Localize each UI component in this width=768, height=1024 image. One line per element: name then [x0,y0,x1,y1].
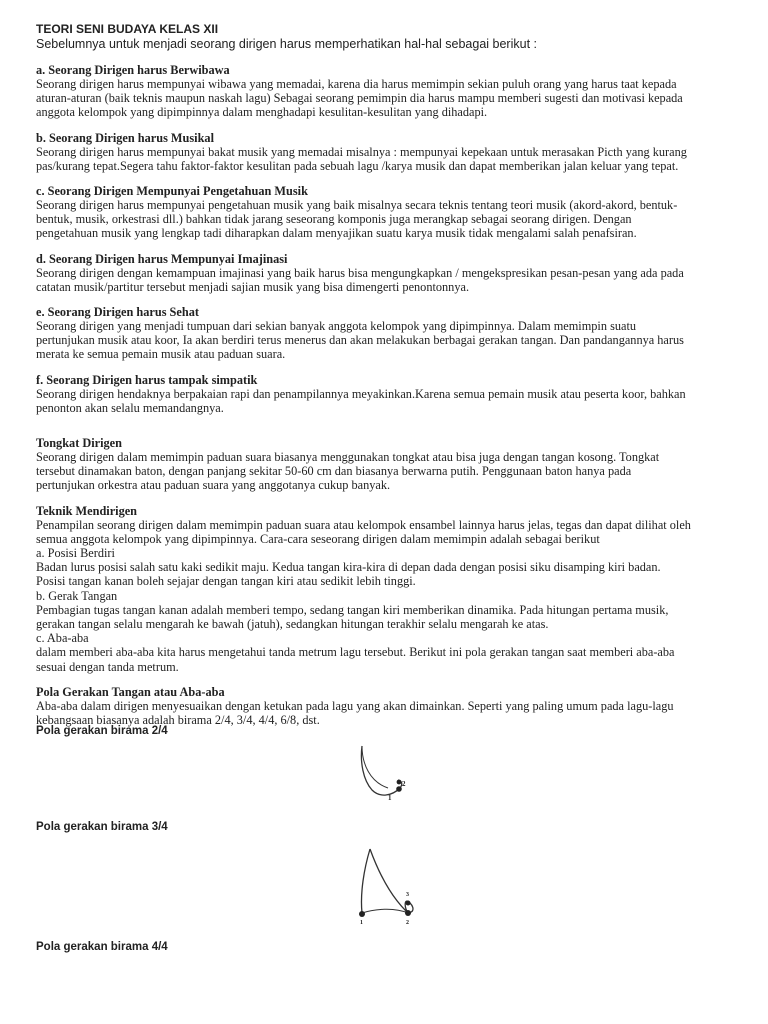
beat-number-2: 2 [406,920,409,925]
section-heading: d. Seorang Dirigen harus Mempunyai Imajinasi [36,251,288,266]
section-body: Seorang dirigen harus mempunyai pengetahuan musik yang baik misalnya secara teknis tentang teori musik (akord-akord, bentuk- bentuk, musik, orkestrasi dll.) bahkan tidak jarang seseorang komponis juga merangkap sebagai seorang dirigen. Dengan pengetahuan musik yang lengkap tadi diharapkan dalam menyajikan suatu karya musik tidak mengalami salah penafsiran. [36,198,678,241]
beat-point-3 [406,901,411,906]
document-title: TEORI SENI BUDAYA KELAS XII [36,22,219,36]
section-body: Seorang dirigen hendaknya berpakaian rapi dan penampilannya meyakinkan.Karena semua pemain musik atau peserta koor, bahkan penonton akan selalu memandangnya. [36,386,686,415]
section-berwibawa [36,63,739,120]
section-pengetahuan [36,184,739,241]
intro-text: Sebelumnya untuk menjadi seorang dirigen harus memperhatikan hal-hal sebagai berikut : [36,37,537,51]
beat-number-1: 1 [388,794,392,802]
section-body: Seorang dirigen harus mempunyai bakat musik yang memadai misalnya : mempunyai kepekaan untuk merasakan Picth yang kurang pas/kurang tepat.Segera tahu faktor-faktor kesulitan pada sebuah lagu /karya musik dan dapat memberikan jalan keluar yang tepat. [36,144,687,173]
section-sehat [36,305,739,362]
beat-point-2 [397,780,402,785]
beat-number-3: 3 [406,892,409,898]
beat-number-1: 1 [360,920,363,925]
section-simpatik [36,373,739,415]
section-teknik [36,504,739,674]
section-heading: Pola Gerakan Tangan atau Aba-aba [36,684,225,699]
section-heading: c. Seorang Dirigen Mempunyai Pengetahuan Musik [36,184,308,199]
section-imajinasi [36,252,739,294]
section-body: Aba-aba dalam dirigen menyesuaikan dengan ketukan pada lagu yang akan dimainkan. Seperti yang paling umum pada lagu-lagu kebangsaan biasanya adalah birama 2/4, 3/4, 4/4, 6/8, dst. [36,698,674,728]
beat-curve [361,849,370,913]
section-musikal [36,131,739,173]
section-heading: Teknik Mendirigen [36,503,138,518]
section-body: Seorang dirigen dalam memimpin paduan suara biasanya menggunakan tongkat atau bisa juga dengan tangan kosong. Tongkat tersebut dinamakan baton, dengan panjang sekitar 50-60 cm dan biasanya berwarna putih. Penggunaan baton hanya pada pertunjukan orkestra atau paduan suara yang anggotanya cukup banyak. [36,450,660,493]
beat-number-2: 2 [402,780,406,788]
pola-34-label: Pola gerakan birama 3/4 [36,821,168,833]
pola-24-diagram [350,742,420,804]
beat-curve-bottom [362,909,408,913]
document-page [36,22,739,727]
beat-point-1 [359,911,365,917]
beat-point-1 [396,786,402,792]
section-body: Seorang dirigen yang menjadi tumpuan dari sekian banyak anggota kelompok yang dipimpinnya. Dalam memimpin suatu pertunjukan musik atau koor, Ia akan berdiri terus menerus dan akan melakukan berbagai gerakan tangan. Dan pandangannya harus merata ke semua pemain musik atau paduan suara. [36,319,684,362]
section-pola [36,685,739,727]
beat-point-2 [405,910,411,916]
section-heading: e. Seorang Dirigen harus Sehat [36,305,199,320]
section-body: Seorang dirigen harus mempunyai wibawa yang memadai, karena dia harus memimpin sekian puluh orang yang harus taat kepada aturan-aturan (baik teknis maupun naskah lagu) Sebagai seorang pemimpin dia harus mampu memberi sugesti dan motivasi kepada anggota kelompok yang dipimpinnya dalam menghadapi kesulitan-kesulitan yang dihadapi. [36,77,683,120]
pola-44-label: Pola gerakan birama 4/4 [36,941,168,953]
pola-34-diagram [348,845,428,925]
section-tongkat [36,436,739,493]
section-heading: a. Seorang Dirigen harus Berwibawa [36,63,230,77]
section-body: Seorang dirigen dengan kemampuan imajinasi yang baik harus bisa mengungkapkan / mengekspresikan pesan-pesan yang ada pada catatan musik/partitur tersebut menjadi sajian musik yang bisa dimengerti penontonnya. [36,265,684,294]
section-heading: b. Seorang Dirigen harus Musikal [36,130,214,145]
section-body: Penampilan seorang dirigen dalam memimpin paduan suara atau kelompok ensambel lainnya harus jelas, tegas dan dapat dilihat oleh semua anggota kelompok yang dipimpinnya. Cara-cara seseorang dirigen dalam memimpin adalah sebagai berikut a. Posisi Berdiri Badan lurus posisi salah satu kaki sedikit maju. Kedua tangan kira-kira di depan dada dengan posisi siku disamping kiri badan. Posisi tangan kanan boleh sejajar dengan tangan kiri atau sedikit lebih tinggi. b. Gerak Tangan Pembagian tugas tangan kanan adalah memberi tempo, sedang tangan kiri memberikan dinamika. Pada hitungan pertama musik, gerakan tangan selalu mengarah ke bawah (jatuh), sedangkan hitungan terakhir selalu mengarah ke atas. c. Aba-aba dalam memberi aba-aba kita harus mengetahui tanda metrum lagu tersebut. Berikut ini pola gerakan tangan saat memberi aba-aba sesuai dengan tanda metrum. [36,517,691,674]
pola-24-label: Pola gerakan birama 2/4 [36,725,168,737]
section-heading: Tongkat Dirigen [36,436,122,451]
section-heading: f. Seorang Dirigen harus tampak simpatik [36,372,258,387]
